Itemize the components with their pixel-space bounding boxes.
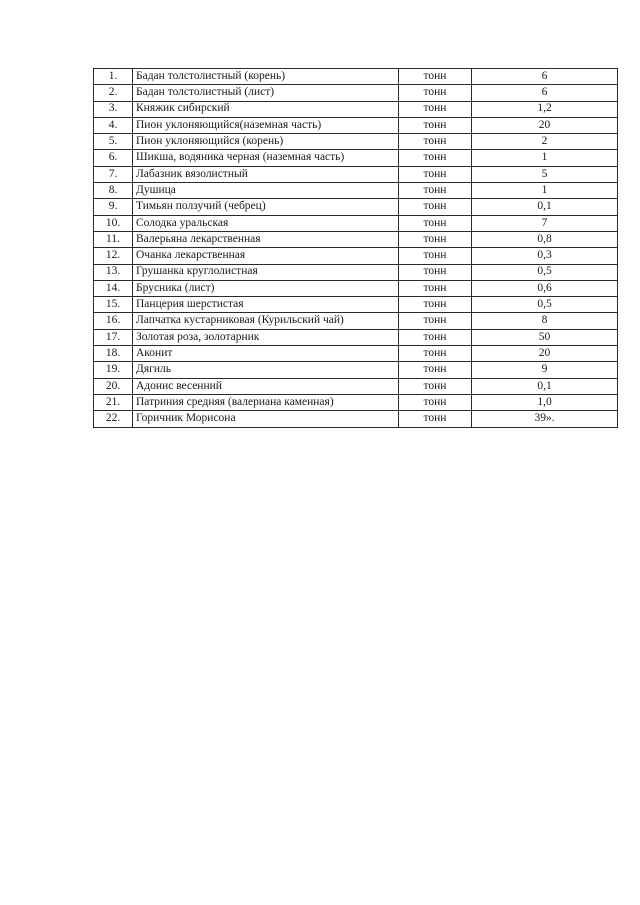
quantity-cell: 0,1 bbox=[472, 378, 618, 394]
table-row bbox=[94, 166, 618, 182]
unit-cell: тонн bbox=[399, 101, 472, 117]
table-row bbox=[94, 280, 618, 296]
unit-cell: тонн bbox=[399, 183, 472, 199]
table-row bbox=[94, 85, 618, 101]
plant-name-cell: Аконит bbox=[133, 346, 399, 362]
plant-name-cell: Панцерия шерстистая bbox=[133, 297, 399, 313]
quantity-cell: 6 bbox=[472, 85, 618, 101]
unit-cell: тонн bbox=[399, 264, 472, 280]
quantity-cell: 1,0 bbox=[472, 394, 618, 410]
table-row bbox=[94, 69, 618, 85]
table-row bbox=[94, 215, 618, 231]
unit-cell: тонн bbox=[399, 85, 472, 101]
table-row bbox=[94, 411, 618, 427]
row-number-cell: 6. bbox=[94, 150, 133, 166]
unit-cell: тонн bbox=[399, 411, 472, 427]
table-row bbox=[94, 231, 618, 247]
quantity-cell: 0,6 bbox=[472, 280, 618, 296]
row-number-cell: 3. bbox=[94, 101, 133, 117]
plant-name-cell: Бадан толстолистный (корень) bbox=[133, 69, 399, 85]
quantity-cell: 0,1 bbox=[472, 199, 618, 215]
plant-name-cell: Княжик сибирский bbox=[133, 101, 399, 117]
plant-name-cell: Тимьян ползучий (чебрец) bbox=[133, 199, 399, 215]
unit-cell: тонн bbox=[399, 346, 472, 362]
plant-name-cell: Очанка лекарственная bbox=[133, 248, 399, 264]
plant-name-cell: Адонис весенний bbox=[133, 378, 399, 394]
plant-name-cell: Лабазник вязолистный bbox=[133, 166, 399, 182]
row-number-cell: 12. bbox=[94, 248, 133, 264]
table-row bbox=[94, 394, 618, 410]
unit-cell: тонн bbox=[399, 117, 472, 133]
row-number-cell: 20. bbox=[94, 378, 133, 394]
quantity-cell: 1 bbox=[472, 183, 618, 199]
quantity-cell: 5 bbox=[472, 166, 618, 182]
unit-cell: тонн bbox=[399, 378, 472, 394]
plant-name-cell: Дягиль bbox=[133, 362, 399, 378]
row-number-cell: 18. bbox=[94, 346, 133, 362]
quantity-cell: 1,2 bbox=[472, 101, 618, 117]
row-number-cell: 9. bbox=[94, 199, 133, 215]
row-number-cell: 1. bbox=[94, 69, 133, 85]
table-row bbox=[94, 199, 618, 215]
unit-cell: тонн bbox=[399, 297, 472, 313]
quantity-cell: 0,5 bbox=[472, 264, 618, 280]
plant-name-cell: Солодка уральская bbox=[133, 215, 399, 231]
quantity-cell: 1 bbox=[472, 150, 618, 166]
plant-name-cell: Пион уклоняющийся(наземная часть) bbox=[133, 117, 399, 133]
quantity-cell: 7 bbox=[472, 215, 618, 231]
unit-cell: тонн bbox=[399, 166, 472, 182]
plants-table bbox=[93, 68, 618, 428]
unit-cell: тонн bbox=[399, 280, 472, 296]
plant-name-cell: Лапчатка кустарниковая (Курильский чай) bbox=[133, 313, 399, 329]
quantity-cell: 2 bbox=[472, 134, 618, 150]
quantity-cell: 9 bbox=[472, 362, 618, 378]
quantity-cell: 39». bbox=[472, 411, 618, 427]
plant-name-cell: Горичник Морисона bbox=[133, 411, 399, 427]
unit-cell: тонн bbox=[399, 313, 472, 329]
table-row bbox=[94, 346, 618, 362]
row-number-cell: 7. bbox=[94, 166, 133, 182]
plants-table-body bbox=[94, 69, 618, 428]
unit-cell: тонн bbox=[399, 231, 472, 247]
row-number-cell: 2. bbox=[94, 85, 133, 101]
plant-name-cell: Брусника (лист) bbox=[133, 280, 399, 296]
table-row bbox=[94, 101, 618, 117]
plant-name-cell: Шикша, водяника черная (наземная часть) bbox=[133, 150, 399, 166]
unit-cell: тонн bbox=[399, 215, 472, 231]
table-row bbox=[94, 150, 618, 166]
plant-name-cell: Патриния средняя (валериана каменная) bbox=[133, 394, 399, 410]
plant-name-cell: Валерьяна лекарственная bbox=[133, 231, 399, 247]
quantity-cell: 20 bbox=[472, 346, 618, 362]
plant-name-cell: Грушанка круглолистная bbox=[133, 264, 399, 280]
unit-cell: тонн bbox=[399, 150, 472, 166]
row-number-cell: 8. bbox=[94, 183, 133, 199]
table-row bbox=[94, 313, 618, 329]
unit-cell: тонн bbox=[399, 248, 472, 264]
unit-cell: тонн bbox=[399, 329, 472, 345]
quantity-cell: 50 bbox=[472, 329, 618, 345]
row-number-cell: 22. bbox=[94, 411, 133, 427]
row-number-cell: 16. bbox=[94, 313, 133, 329]
unit-cell: тонн bbox=[399, 69, 472, 85]
table-row bbox=[94, 183, 618, 199]
unit-cell: тонн bbox=[399, 394, 472, 410]
plant-name-cell: Золотая роза, золотарник bbox=[133, 329, 399, 345]
row-number-cell: 19. bbox=[94, 362, 133, 378]
table-row bbox=[94, 362, 618, 378]
row-number-cell: 11. bbox=[94, 231, 133, 247]
quantity-cell: 0,5 bbox=[472, 297, 618, 313]
row-number-cell: 17. bbox=[94, 329, 133, 345]
table-row bbox=[94, 248, 618, 264]
quantity-cell: 20 bbox=[472, 117, 618, 133]
row-number-cell: 13. bbox=[94, 264, 133, 280]
plant-name-cell: Бадан толстолистный (лист) bbox=[133, 85, 399, 101]
quantity-cell: 0,3 bbox=[472, 248, 618, 264]
row-number-cell: 21. bbox=[94, 394, 133, 410]
table-row bbox=[94, 329, 618, 345]
unit-cell: тонн bbox=[399, 362, 472, 378]
table-row bbox=[94, 378, 618, 394]
plant-name-cell: Душица bbox=[133, 183, 399, 199]
row-number-cell: 14. bbox=[94, 280, 133, 296]
row-number-cell: 4. bbox=[94, 117, 133, 133]
table-row bbox=[94, 117, 618, 133]
quantity-cell: 6 bbox=[472, 69, 618, 85]
unit-cell: тонн bbox=[399, 134, 472, 150]
table-row bbox=[94, 297, 618, 313]
quantity-cell: 0,8 bbox=[472, 231, 618, 247]
row-number-cell: 10. bbox=[94, 215, 133, 231]
row-number-cell: 15. bbox=[94, 297, 133, 313]
unit-cell: тонн bbox=[399, 199, 472, 215]
table-row bbox=[94, 134, 618, 150]
quantity-cell: 8 bbox=[472, 313, 618, 329]
table-row bbox=[94, 264, 618, 280]
row-number-cell: 5. bbox=[94, 134, 133, 150]
plant-name-cell: Пион уклоняющийся (корень) bbox=[133, 134, 399, 150]
